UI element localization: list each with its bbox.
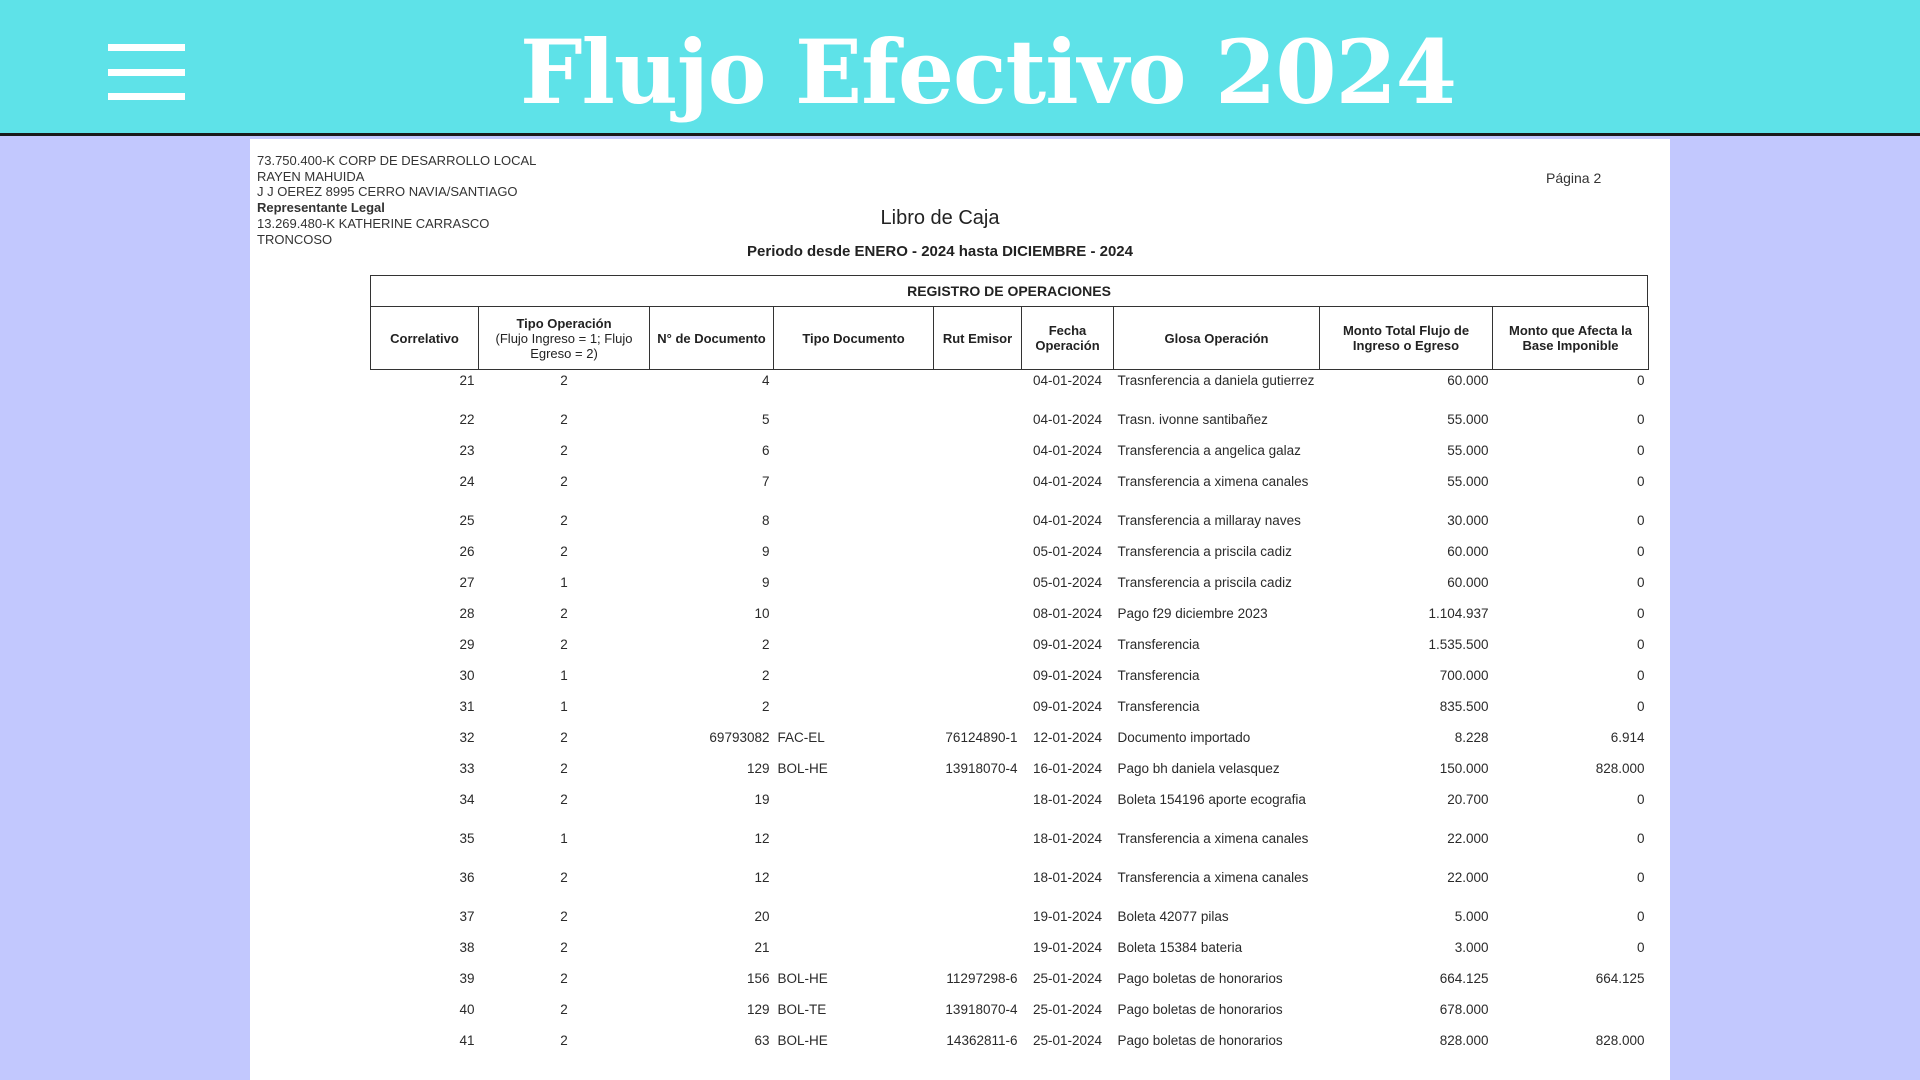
page-number: Página 2 xyxy=(1546,170,1602,186)
cell-tipo-documento xyxy=(774,471,934,510)
cell-fecha: 25-01-2024 xyxy=(1032,1001,1103,1017)
cell-tipo-operacion: 2 xyxy=(560,1001,568,1017)
cell-tipo-documento xyxy=(774,906,934,937)
table-row xyxy=(371,906,1649,937)
cell-tipo-documento xyxy=(774,937,934,968)
cell-monto-base: 0 xyxy=(1636,442,1645,458)
cell-fecha: 19-01-2024 xyxy=(1032,939,1103,955)
table-row xyxy=(371,937,1649,968)
cell-rut-emisor: 13918070-4 xyxy=(945,1001,1018,1017)
cell-glosa: Boleta 15384 bateria xyxy=(1117,939,1243,955)
cell-fecha: 12-01-2024 xyxy=(1032,729,1103,745)
cell-glosa: Transferencia xyxy=(1117,698,1200,714)
cell-fecha: 18-01-2024 xyxy=(1032,791,1103,807)
cell-correlativo: 27 xyxy=(459,574,475,590)
cell-tipo-operacion: 2 xyxy=(560,729,568,745)
cell-monto-total: 1.104.937 xyxy=(1428,605,1489,621)
document-page xyxy=(250,139,1670,1080)
legal-rep-label: Representante Legal xyxy=(257,200,385,216)
cell-monto-base: 0 xyxy=(1636,605,1645,621)
cell-tipo-operacion: 2 xyxy=(560,1032,568,1048)
cell-n-documento: 129 xyxy=(746,760,770,776)
cell-fecha: 25-01-2024 xyxy=(1032,970,1103,986)
table-row xyxy=(371,510,1649,541)
cell-monto-total: 3.000 xyxy=(1454,939,1489,955)
cell-glosa: Trasnferencia a daniela gutierrez xyxy=(1117,373,1315,388)
cell-correlativo: 29 xyxy=(459,636,475,652)
company-info xyxy=(257,153,536,247)
cell-tipo-operacion: 2 xyxy=(560,760,568,776)
cell-rut-emisor xyxy=(934,541,1022,572)
cell-n-documento: 12 xyxy=(754,869,770,885)
cell-correlativo: 23 xyxy=(459,442,475,458)
cell-rut-emisor xyxy=(934,603,1022,634)
cell-n-documento: 4 xyxy=(761,373,770,388)
cell-n-documento: 156 xyxy=(746,970,770,986)
cell-glosa: Transferencia a priscila cadiz xyxy=(1117,574,1292,590)
cell-correlativo: 26 xyxy=(459,543,475,559)
cell-monto-total: 1.535.500 xyxy=(1428,636,1489,652)
cell-correlativo: 33 xyxy=(459,760,475,776)
cell-n-documento: 5 xyxy=(761,411,770,427)
table-row xyxy=(371,968,1649,999)
cell-tipo-operacion: 1 xyxy=(560,698,568,714)
cell-rut-emisor xyxy=(934,572,1022,603)
cell-tipo-documento xyxy=(774,603,934,634)
col-header-monto-base: Monto que Afecta la Base Imponible xyxy=(1493,307,1649,370)
cell-tipo-documento xyxy=(774,572,934,603)
cell-tipo-documento xyxy=(774,370,934,409)
cell-n-documento: 12 xyxy=(754,830,770,846)
cell-monto-base: 828.000 xyxy=(1595,760,1645,776)
cell-rut-emisor xyxy=(934,510,1022,541)
col-header-fecha: Fecha Operación xyxy=(1022,307,1114,370)
cell-monto-total: 55.000 xyxy=(1447,442,1489,458)
cell-glosa: Transferencia a ximena canales xyxy=(1117,830,1309,846)
cell-rut-emisor xyxy=(934,370,1022,409)
cell-correlativo: 28 xyxy=(459,605,475,621)
cell-correlativo: 39 xyxy=(459,970,475,986)
cell-glosa: Documento importado xyxy=(1117,729,1251,745)
cell-fecha: 04-01-2024 xyxy=(1032,373,1103,388)
cell-tipo-documento xyxy=(774,409,934,440)
cell-correlativo: 37 xyxy=(459,908,475,924)
cell-monto-base: 0 xyxy=(1636,574,1645,590)
cell-tipo-operacion: 2 xyxy=(560,869,568,885)
cell-monto-total: 22.000 xyxy=(1447,869,1489,885)
cell-tipo-documento xyxy=(774,867,934,906)
cell-rut-emisor: 14362811-6 xyxy=(946,1032,1018,1048)
cell-fecha: 04-01-2024 xyxy=(1032,442,1103,458)
cell-tipo-documento: BOL-HE xyxy=(777,970,828,986)
cell-glosa: Pago boletas de honorarios xyxy=(1117,1032,1283,1048)
table-row xyxy=(371,758,1649,789)
cell-tipo-documento: BOL-TE xyxy=(777,1001,827,1017)
period-label: Periodo desde ENERO - 2024 hasta DICIEMBRE - 2024 xyxy=(747,243,1133,260)
cell-tipo-documento xyxy=(774,789,934,828)
table-body xyxy=(371,370,1649,1061)
cell-monto-base: 0 xyxy=(1636,512,1645,528)
cell-tipo-documento xyxy=(774,828,934,867)
cell-tipo-documento xyxy=(774,696,934,727)
cell-tipo-operacion: 1 xyxy=(560,574,568,590)
cell-monto-total: 55.000 xyxy=(1447,411,1489,427)
cell-correlativo: 30 xyxy=(459,667,475,683)
cell-fecha: 04-01-2024 xyxy=(1032,473,1103,489)
cell-monto-base: 664.125 xyxy=(1595,970,1645,986)
cell-glosa: Transferencia a angelica galaz xyxy=(1117,442,1301,458)
cell-fecha: 08-01-2024 xyxy=(1032,605,1103,621)
cell-n-documento: 6 xyxy=(761,442,770,458)
cell-tipo-documento: FAC-EL xyxy=(777,729,825,745)
cell-tipo-operacion: 2 xyxy=(560,543,568,559)
cell-tipo-operacion: 2 xyxy=(560,970,568,986)
cell-correlativo: 25 xyxy=(459,512,475,528)
cell-rut-emisor xyxy=(934,867,1022,906)
app-header xyxy=(0,0,1920,136)
cell-correlativo: 31 xyxy=(459,698,475,714)
cell-fecha: 05-01-2024 xyxy=(1032,543,1103,559)
cell-monto-total: 828.000 xyxy=(1439,1032,1489,1048)
table-row xyxy=(371,696,1649,727)
cell-tipo-operacion: 2 xyxy=(560,908,568,924)
cell-glosa: Pago boletas de honorarios xyxy=(1117,1001,1283,1017)
cell-n-documento: 63 xyxy=(754,1032,770,1048)
table-row xyxy=(371,665,1649,696)
cell-monto-base: 0 xyxy=(1636,869,1645,885)
menu-icon-bar xyxy=(108,44,185,51)
cell-fecha: 09-01-2024 xyxy=(1032,667,1103,683)
cell-correlativo: 24 xyxy=(459,473,475,489)
cell-monto-base: 6.914 xyxy=(1610,729,1645,745)
operations-table xyxy=(370,306,1649,1061)
cell-fecha: 18-01-2024 xyxy=(1032,830,1103,846)
cell-n-documento: 21 xyxy=(754,939,770,955)
col-header-monto-total: Monto Total Flujo de Ingreso o Egreso xyxy=(1320,307,1493,370)
cell-n-documento: 7 xyxy=(761,473,770,489)
cell-correlativo: 34 xyxy=(459,791,475,807)
cell-tipo-operacion: 2 xyxy=(560,473,568,489)
cell-rut-emisor xyxy=(934,665,1022,696)
cell-tipo-operacion: 2 xyxy=(560,791,568,807)
cell-tipo-operacion: 1 xyxy=(560,667,568,683)
cell-rut-emisor xyxy=(934,440,1022,471)
table-row xyxy=(371,867,1649,906)
cell-monto-total: 8.228 xyxy=(1454,729,1489,745)
cell-tipo-operacion: 2 xyxy=(560,512,568,528)
cell-rut-emisor xyxy=(934,906,1022,937)
cell-monto-total: 678.000 xyxy=(1439,1001,1489,1017)
col-header-correlativo: Correlativo xyxy=(371,307,479,370)
cell-rut-emisor xyxy=(934,696,1022,727)
cell-fecha: 04-01-2024 xyxy=(1032,411,1103,427)
cell-n-documento: 2 xyxy=(761,698,770,714)
cell-rut-emisor xyxy=(934,828,1022,867)
document-title: Libro de Caja xyxy=(880,207,1000,229)
company-rut-line: 73.750.400-K CORP DE DESARROLLO LOCAL xyxy=(257,153,537,168)
col-header-tipo-operacion-sub: (Flujo Ingreso = 1; Flujo Egreso = 2) xyxy=(495,330,633,361)
cell-n-documento: 2 xyxy=(761,636,770,652)
cell-rut-emisor xyxy=(934,409,1022,440)
cell-monto-total: 22.000 xyxy=(1447,830,1489,846)
cell-fecha: 05-01-2024 xyxy=(1032,574,1103,590)
cell-monto-total: 5.000 xyxy=(1454,908,1489,924)
col-header-rut-emisor: Rut Emisor xyxy=(934,307,1022,370)
cell-monto-total: 664.125 xyxy=(1439,970,1489,986)
cell-glosa: Transferencia xyxy=(1117,667,1200,683)
cell-rut-emisor: 76124890-1 xyxy=(945,729,1018,745)
cell-monto-total: 60.000 xyxy=(1447,574,1489,590)
cell-n-documento: 9 xyxy=(761,543,770,559)
cell-monto-base: 828.000 xyxy=(1595,1032,1645,1048)
cell-monto-total: 60.000 xyxy=(1447,543,1489,559)
cell-tipo-documento xyxy=(774,634,934,665)
cell-tipo-operacion: 2 xyxy=(560,636,568,652)
cell-correlativo: 36 xyxy=(459,869,475,885)
table-row xyxy=(371,828,1649,867)
cell-monto-total: 30.000 xyxy=(1447,512,1489,528)
col-header-glosa: Glosa Operación xyxy=(1114,307,1320,370)
cell-glosa: Boleta 154196 aporte ecografia xyxy=(1117,791,1306,807)
cell-fecha: 18-01-2024 xyxy=(1032,869,1103,885)
cell-glosa: Boleta 42077 pilas xyxy=(1117,908,1229,924)
table-row xyxy=(371,440,1649,471)
table-row xyxy=(371,603,1649,634)
cell-monto-base: 0 xyxy=(1636,698,1645,714)
menu-icon-bar xyxy=(108,69,185,76)
cell-monto-base: 0 xyxy=(1636,636,1645,652)
table-row xyxy=(371,471,1649,510)
cell-monto-total: 55.000 xyxy=(1447,473,1489,489)
cell-rut-emisor xyxy=(934,937,1022,968)
cell-correlativo: 41 xyxy=(459,1032,475,1048)
cell-glosa: Trasn. ivonne santibañez xyxy=(1117,411,1268,427)
cell-tipo-documento: BOL-HE xyxy=(777,760,828,776)
cell-glosa: Pago boletas de honorarios xyxy=(1117,970,1283,986)
cell-correlativo: 32 xyxy=(459,729,475,745)
company-address-line: J J OEREZ 8995 CERRO NAVIA/SANTIAGO xyxy=(257,184,518,200)
table-row xyxy=(371,789,1649,828)
cell-tipo-documento xyxy=(774,510,934,541)
table-title: REGISTRO DE OPERACIONES xyxy=(370,275,1648,306)
cell-tipo-documento xyxy=(774,440,934,471)
cell-monto-base: 0 xyxy=(1636,411,1645,427)
cell-n-documento: 8 xyxy=(761,512,770,528)
cell-fecha: 16-01-2024 xyxy=(1032,760,1103,776)
col-header-tipo-documento: Tipo Documento xyxy=(774,307,934,370)
table-row xyxy=(371,999,1649,1030)
cell-glosa: Pago bh daniela velasquez xyxy=(1117,760,1280,776)
cell-n-documento: 10 xyxy=(754,605,770,621)
cell-rut-emisor xyxy=(934,634,1022,665)
cell-tipo-operacion: 2 xyxy=(560,939,568,955)
cell-fecha: 04-01-2024 xyxy=(1032,512,1103,528)
cell-monto-base: 0 xyxy=(1636,473,1645,489)
cell-fecha: 25-01-2024 xyxy=(1032,1032,1103,1048)
cell-monto-base: 0 xyxy=(1636,939,1645,955)
cell-n-documento: 9 xyxy=(761,574,770,590)
cell-monto-base: 0 xyxy=(1636,908,1645,924)
cell-correlativo: 21 xyxy=(459,373,475,388)
cell-tipo-operacion: 2 xyxy=(560,442,568,458)
cell-monto-base: 0 xyxy=(1636,373,1645,388)
cell-monto-total: 700.000 xyxy=(1439,667,1489,683)
cell-tipo-operacion: 1 xyxy=(560,830,568,846)
cell-fecha: 09-01-2024 xyxy=(1032,698,1103,714)
col-header-tipo-operacion-title: Tipo Operación xyxy=(516,315,612,331)
cell-fecha: 09-01-2024 xyxy=(1032,636,1103,652)
legal-rep-line: 13.269.480-K KATHERINE CARRASCO xyxy=(257,215,490,231)
cell-glosa: Transferencia a millaray naves xyxy=(1117,512,1301,528)
table-row xyxy=(371,1030,1649,1061)
col-header-n-documento: N° de Documento xyxy=(650,307,774,370)
cell-tipo-operacion: 2 xyxy=(560,373,568,388)
cell-n-documento: 69793082 xyxy=(709,729,770,745)
cell-rut-emisor xyxy=(934,471,1022,510)
cell-correlativo: 38 xyxy=(459,939,475,955)
cell-monto-total: 835.500 xyxy=(1439,698,1489,714)
cell-rut-emisor: 13918070-4 xyxy=(945,760,1018,776)
cell-tipo-documento xyxy=(774,541,934,572)
table-row xyxy=(371,572,1649,603)
cell-monto-total: 60.000 xyxy=(1447,373,1489,388)
cell-rut-emisor: 11297298-6 xyxy=(946,970,1018,986)
cell-glosa: Transferencia a priscila cadiz xyxy=(1117,543,1292,559)
cell-glosa: Transferencia xyxy=(1117,636,1200,652)
cell-n-documento: 2 xyxy=(761,667,770,683)
table-header-row xyxy=(371,307,1649,370)
cell-correlativo: 35 xyxy=(459,830,475,846)
cell-n-documento: 129 xyxy=(746,1001,770,1017)
cell-monto-base xyxy=(1493,999,1649,1030)
cell-n-documento: 19 xyxy=(754,791,770,807)
cell-correlativo: 22 xyxy=(459,411,475,427)
menu-icon-bar xyxy=(108,93,185,100)
company-name-line: RAYEN MAHUIDA xyxy=(257,168,365,184)
table-row xyxy=(371,541,1649,572)
cell-monto-base: 0 xyxy=(1636,791,1645,807)
cell-n-documento: 20 xyxy=(754,908,770,924)
cell-tipo-operacion: 2 xyxy=(560,411,568,427)
cell-monto-total: 20.700 xyxy=(1447,791,1489,807)
cell-monto-total: 150.000 xyxy=(1439,760,1489,776)
cell-monto-base: 0 xyxy=(1636,667,1645,683)
operations-table-wrapper xyxy=(370,275,1648,1061)
cell-monto-base: 0 xyxy=(1636,543,1645,559)
table-row xyxy=(371,634,1649,665)
cell-glosa: Transferencia a ximena canales xyxy=(1117,473,1309,489)
cell-monto-base: 0 xyxy=(1636,830,1645,846)
table-row xyxy=(371,727,1649,758)
cell-fecha: 19-01-2024 xyxy=(1032,908,1103,924)
menu-icon[interactable] xyxy=(108,44,185,100)
cell-glosa: Pago f29 diciembre 2023 xyxy=(1117,605,1268,621)
cell-correlativo: 40 xyxy=(459,1001,475,1017)
page-title: Flujo Efectivo 2024 xyxy=(520,20,1457,124)
legal-rep-line-2: TRONCOSO xyxy=(257,231,333,247)
cell-tipo-documento: BOL-HE xyxy=(777,1032,828,1048)
col-header-tipo-operacion xyxy=(479,307,650,370)
table-row xyxy=(371,370,1649,409)
table-row xyxy=(371,409,1649,440)
cell-rut-emisor xyxy=(934,789,1022,828)
cell-glosa: Transferencia a ximena canales xyxy=(1117,869,1309,885)
cell-tipo-documento xyxy=(774,665,934,696)
cell-tipo-operacion: 2 xyxy=(560,605,568,621)
